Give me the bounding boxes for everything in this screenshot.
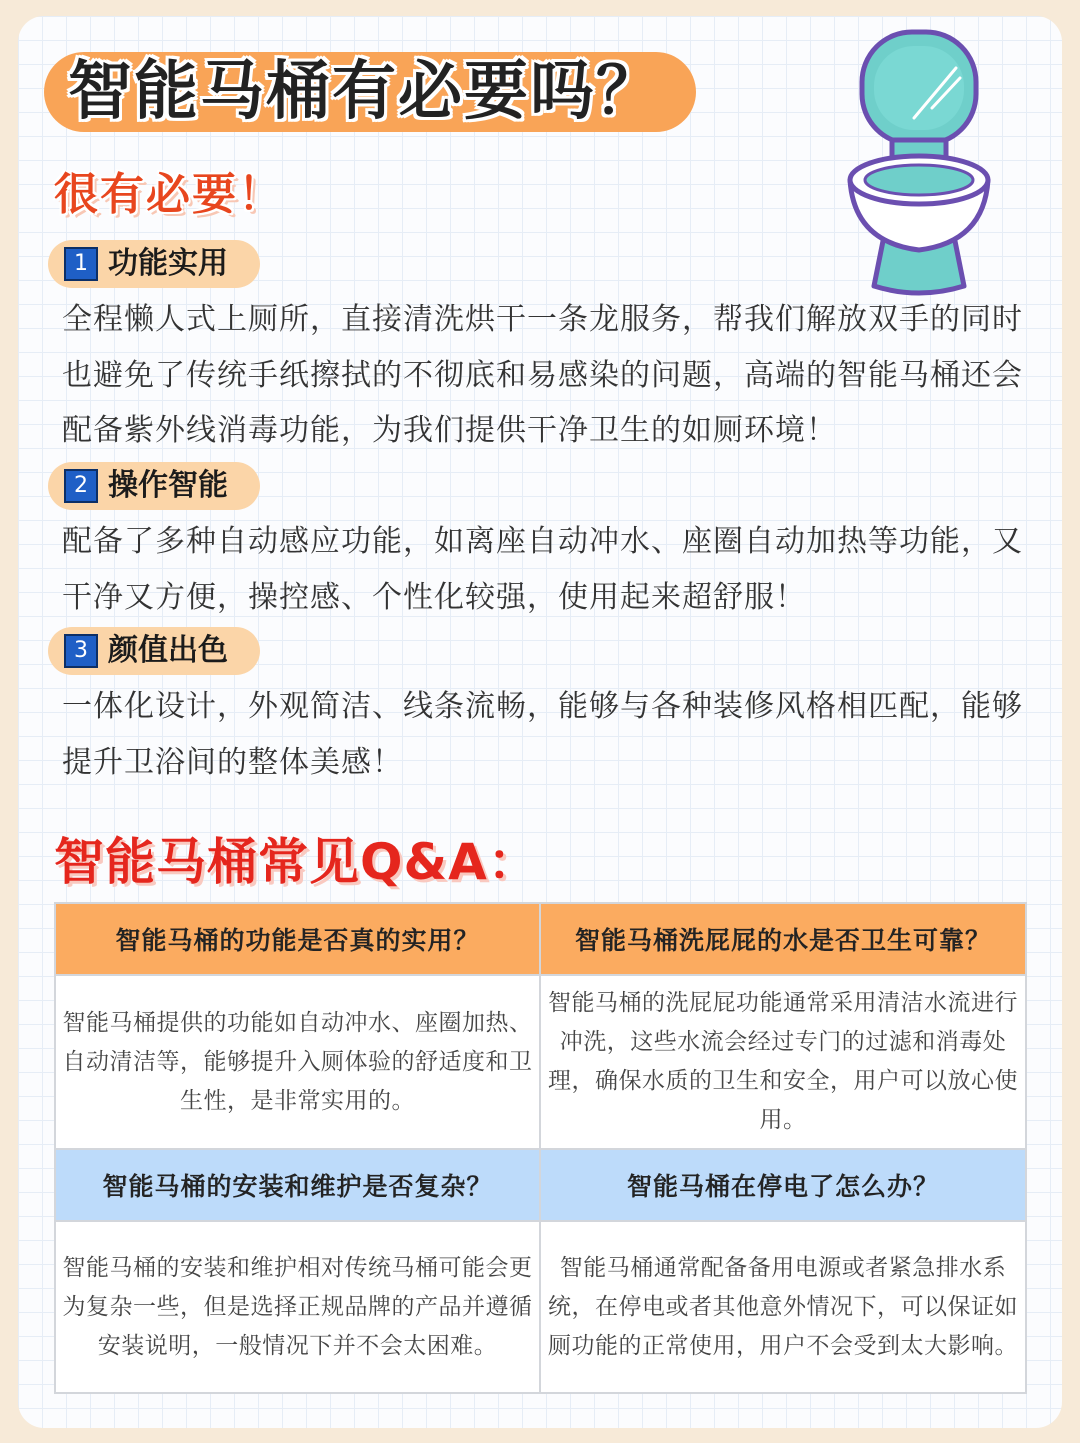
qa-answer-3: 智能马桶的安装和维护相对传统马桶可能会更为复杂一些，但是选择正规品牌的产品并遵循安装说明，一般情况下并不会太困难。 — [55, 1221, 540, 1393]
qa-answer-2: 智能马桶的洗屁屁功能通常采用清洁水流进行冲洗，这些水流会经过专门的过滤和消毒处理，确保水质的卫生和安全，用户可以放心使用。 — [540, 975, 1026, 1149]
section-3-number: 3 — [64, 634, 98, 668]
page-subtitle: 很有必要！ — [54, 169, 284, 220]
section-2-number: 2 — [64, 469, 98, 503]
section-2-text: 配备了多种自动感应功能，如离座自动冲水、座圈自动加热等功能，又干净又方便，操控感、个性化较强，使用起来超舒服！ — [62, 524, 1023, 615]
qa-question-4: 智能马桶在停电了怎么办？ — [540, 1149, 1026, 1221]
section-3-header — [48, 627, 260, 675]
section-2-header — [48, 462, 260, 510]
qa-answer-1: 智能马桶提供的功能如自动冲水、座圈加热、自动清洁等，能够提升入厕体验的舒适度和卫生性，是非常实用的。 — [55, 975, 540, 1149]
content-card — [18, 16, 1062, 1428]
qa-question-1: 智能马桶的功能是否真的实用？ — [55, 903, 540, 975]
qa-title: 智能马桶常见Q&A： — [54, 833, 539, 891]
page-title: 智能马桶有必要吗？ — [68, 55, 662, 129]
section-2-label: 操作智能 — [108, 468, 228, 503]
section-3-text: 一体化设计，外观简洁、线条流畅，能够与各种装修风格相匹配，能够提升卫浴间的整体美感！ — [62, 689, 1023, 780]
qa-question-2: 智能马桶洗屁屁的水是否卫生可靠？ — [540, 903, 1026, 975]
section-1-number: 1 — [64, 247, 98, 281]
section-1-text: 全程懒人式上厕所，直接清洗烘干一条龙服务，帮我们解放双手的同时也避免了传统手纸擦拭的不彻底和易感染的问题，高端的智能马桶还会配备紫外线消毒功能，为我们提供干净卫生的如厕环境！ — [62, 302, 1023, 448]
section-1-label: 功能实用 — [108, 246, 228, 281]
section-1-header — [48, 240, 260, 288]
toilet-icon — [844, 20, 994, 300]
section-3-label: 颜值出色 — [108, 633, 228, 668]
qa-question-3: 智能马桶的安装和维护是否复杂？ — [55, 1149, 540, 1221]
qa-answer-4: 智能马桶通常配备备用电源或者紧急排水系统，在停电或者其他意外情况下，可以保证如厕功能的正常使用，用户不会受到太大影响。 — [540, 1221, 1026, 1393]
qa-table — [54, 902, 1027, 1394]
